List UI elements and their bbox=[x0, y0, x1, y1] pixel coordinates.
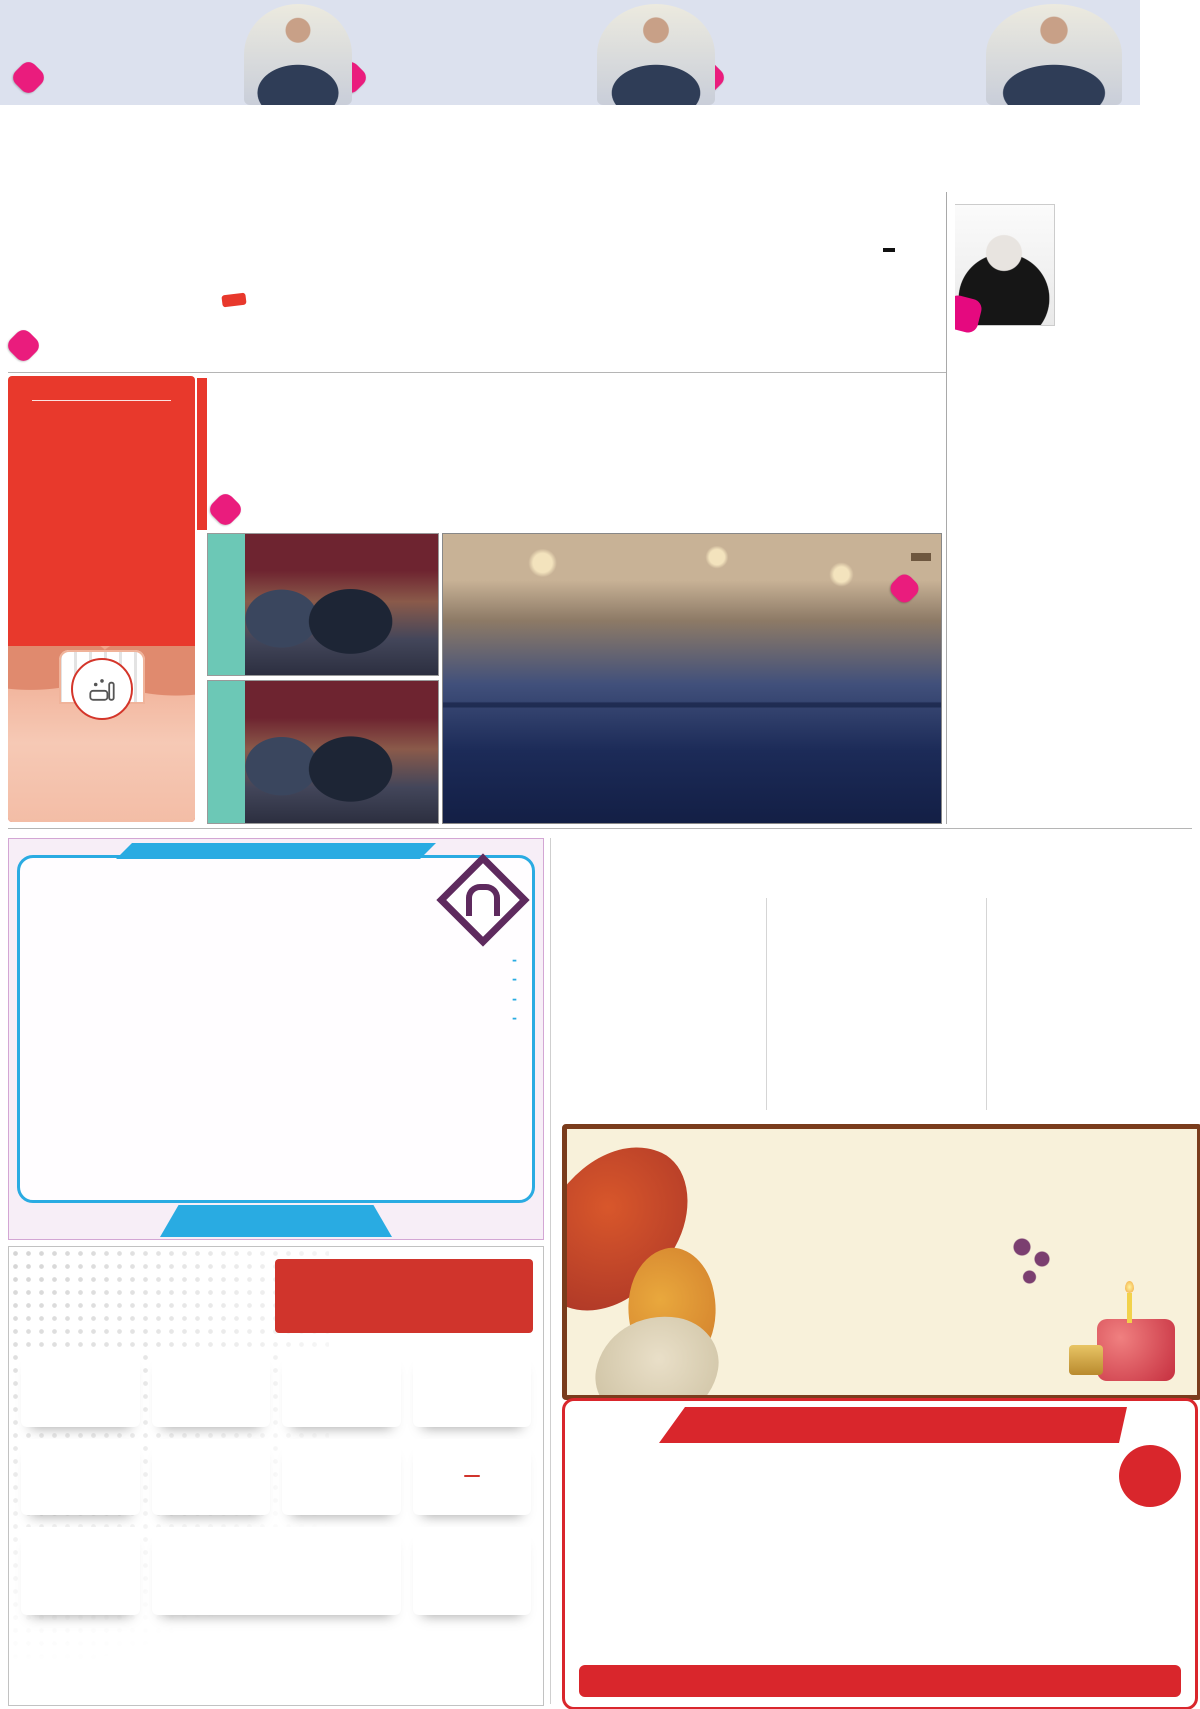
logo-asl-fun bbox=[413, 1527, 532, 1615]
candle bbox=[1127, 1293, 1132, 1323]
logo-varzesh-iran bbox=[282, 1439, 401, 1515]
book-article-col3 bbox=[562, 898, 767, 1110]
portrait-photo bbox=[244, 4, 352, 105]
page-number-badge bbox=[887, 571, 922, 606]
zamzam-auction-ad bbox=[562, 1398, 1198, 1709]
cake bbox=[1097, 1319, 1175, 1381]
dateline bbox=[838, 240, 940, 260]
zamzam-ad-body bbox=[587, 1463, 1103, 1649]
impasco-diamond-icon bbox=[436, 853, 529, 946]
editorial-column bbox=[955, 192, 1192, 824]
editorial-author-photo bbox=[955, 204, 1055, 334]
tender-header bbox=[116, 843, 436, 859]
impasco-logo bbox=[443, 867, 523, 945]
zamzam-logo bbox=[1119, 1445, 1181, 1507]
column-divider bbox=[550, 838, 551, 1704]
page-number-badge bbox=[9, 58, 47, 96]
logo-tandorosti-emrooz bbox=[152, 1439, 271, 1515]
tender-body bbox=[35, 951, 517, 1199]
teaser-photo-1 bbox=[986, 4, 1122, 105]
logo-parsi-agency bbox=[21, 1527, 140, 1615]
pink-square-decoration bbox=[955, 293, 984, 334]
zamzam-footer-banner bbox=[579, 1665, 1181, 1697]
teaser-photo-2 bbox=[597, 4, 715, 105]
book-article-col1 bbox=[1001, 898, 1192, 1110]
logo-meet-iran bbox=[21, 1439, 140, 1515]
portrait-photo bbox=[597, 4, 715, 105]
ceremony-photo-2 bbox=[207, 680, 439, 824]
left-story-body bbox=[8, 262, 332, 364]
gift-box bbox=[1069, 1345, 1103, 1375]
quran-kicker-bar bbox=[911, 546, 931, 565]
top-teaser-strip bbox=[0, 0, 1140, 105]
quran-kicker bbox=[911, 553, 931, 561]
book-article-col2 bbox=[781, 898, 986, 1110]
dam-infographic bbox=[8, 376, 195, 822]
logo-ruydad-vijeh bbox=[152, 1351, 271, 1427]
logo-ruydad-tehran bbox=[282, 1351, 401, 1427]
tender-date-line bbox=[35, 951, 517, 970]
birthday-cake-illustration bbox=[1069, 1289, 1179, 1381]
tender-ad bbox=[8, 838, 544, 1240]
tender-date-line bbox=[35, 1009, 517, 1028]
column-divider bbox=[946, 192, 947, 824]
teaser-photo-3 bbox=[244, 4, 352, 105]
section-divider bbox=[8, 372, 946, 373]
dam-icon-circle bbox=[71, 658, 133, 720]
birthday-greeting-ad bbox=[562, 1124, 1200, 1400]
logo-nimrooz bbox=[413, 1439, 532, 1515]
esfahanemrooz-logo bbox=[275, 1259, 533, 1333]
tender-footer-banner bbox=[160, 1205, 392, 1237]
page-number-badge bbox=[206, 490, 244, 528]
candle-flame bbox=[1125, 1281, 1134, 1293]
zamzam-ad-header bbox=[659, 1407, 1127, 1443]
logo-ruydad-iran bbox=[21, 1351, 140, 1427]
brands-ad bbox=[8, 1246, 544, 1706]
berries-decoration bbox=[1007, 1229, 1057, 1289]
quran-headline[interactable] bbox=[892, 576, 929, 601]
logo-esfahanemrooz-online bbox=[413, 1351, 532, 1427]
tender-date-line bbox=[35, 970, 517, 989]
red-accent-bar bbox=[197, 378, 207, 530]
section-divider bbox=[8, 828, 1192, 829]
dam-divider bbox=[32, 400, 171, 401]
brand-logo-grid bbox=[21, 1351, 531, 1615]
author-portrait bbox=[955, 204, 1055, 326]
book-article-columns bbox=[562, 898, 1192, 1110]
portrait-photo bbox=[986, 4, 1122, 105]
auditorium-photo bbox=[442, 533, 942, 824]
ceremony-photo-1 bbox=[207, 533, 439, 676]
dam-icon bbox=[84, 671, 120, 707]
website-link[interactable] bbox=[883, 248, 895, 252]
tender-date-line bbox=[35, 990, 517, 1009]
website-urls bbox=[152, 1527, 401, 1615]
